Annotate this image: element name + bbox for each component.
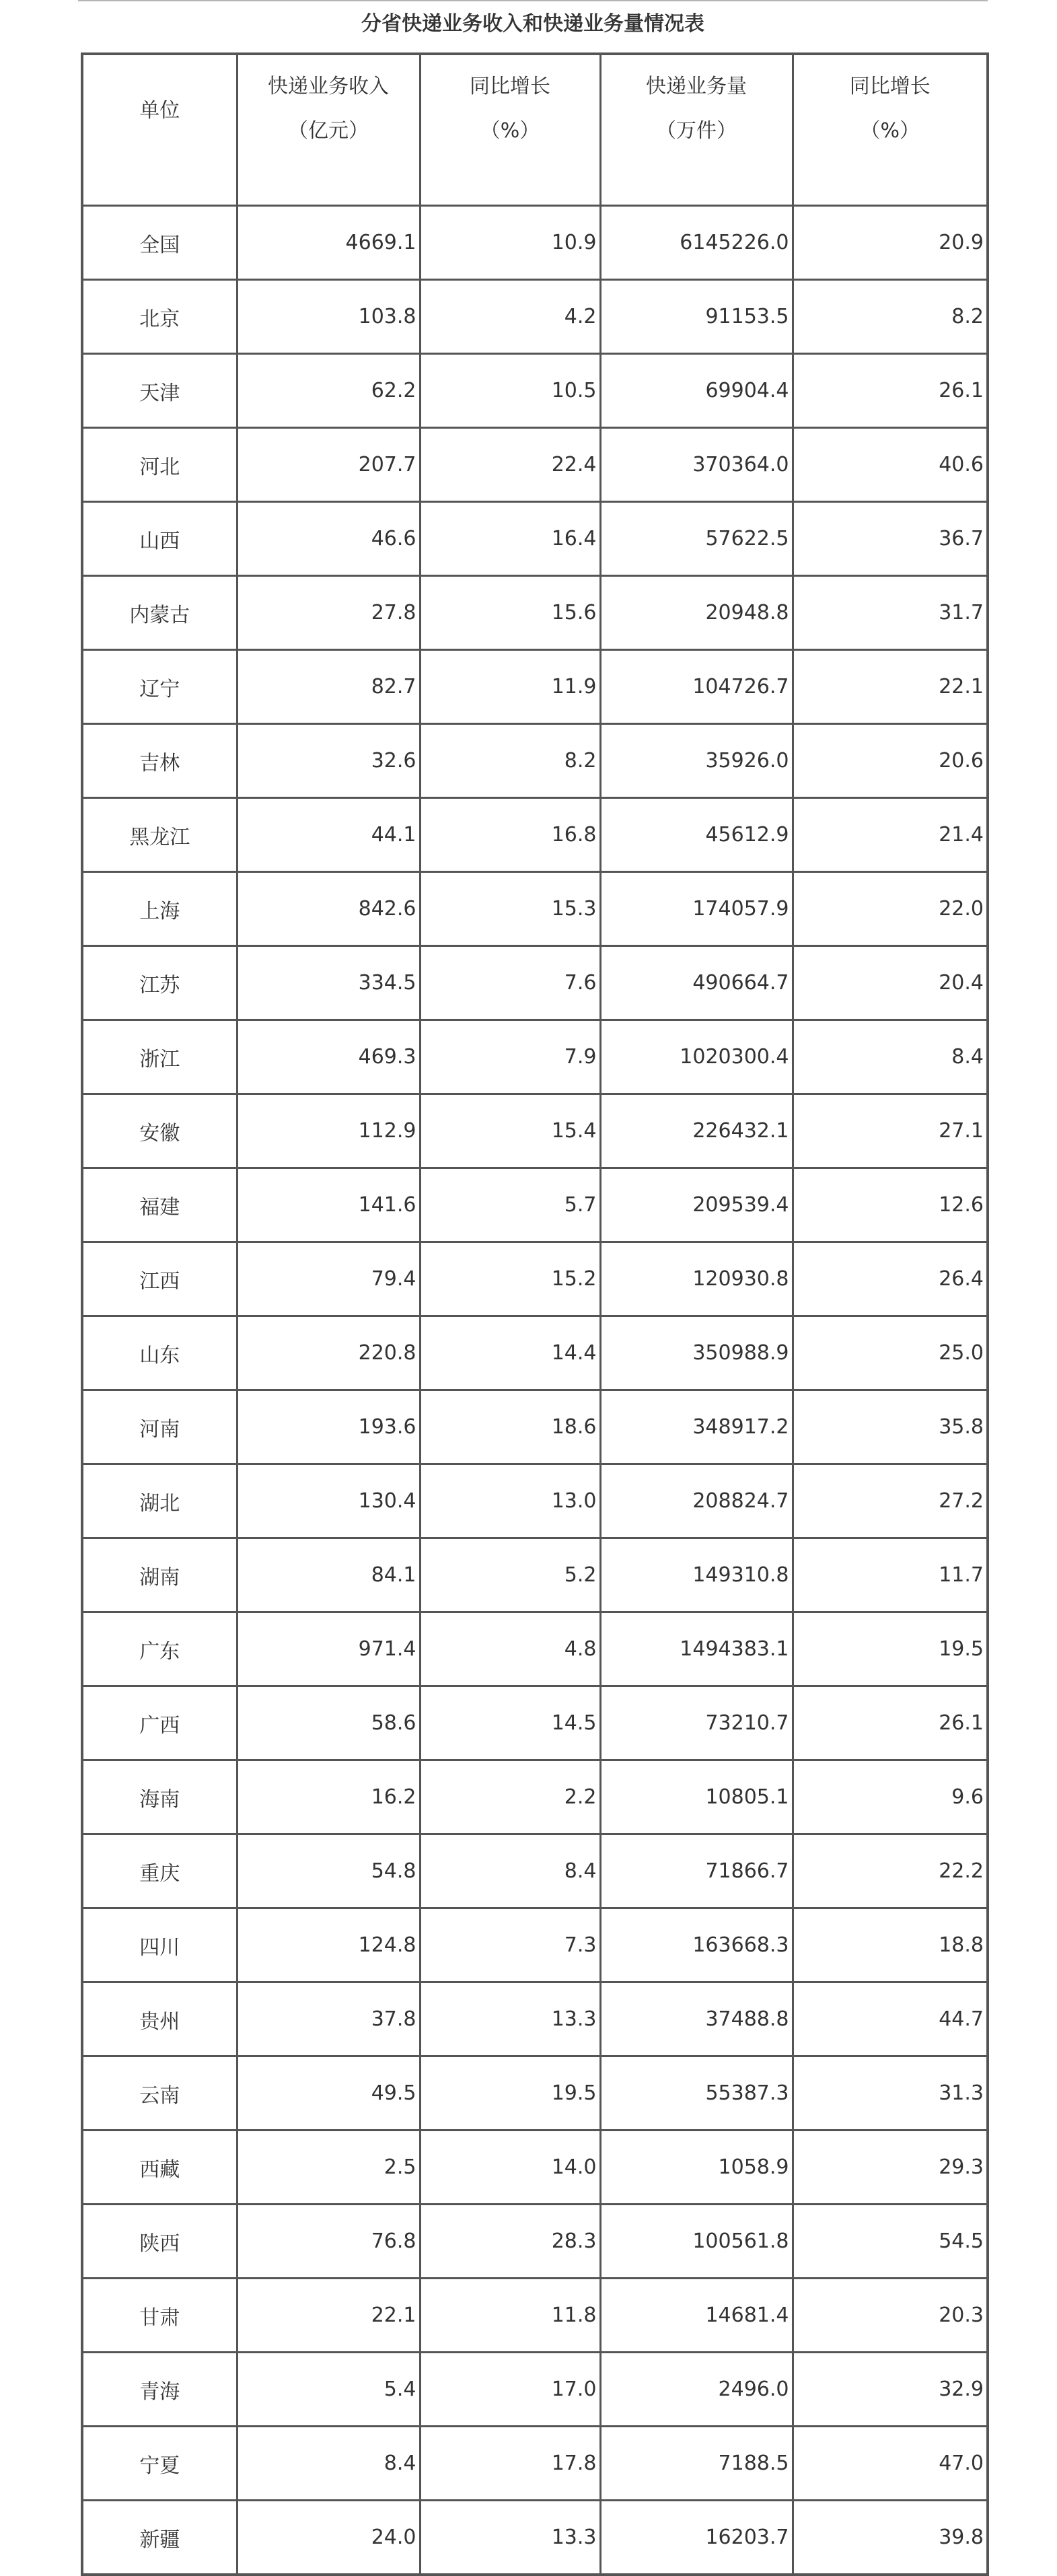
volume-growth-cell: 25.0 [793, 1316, 988, 1390]
volume-cell: 35926.0 [600, 724, 793, 798]
region-cell: 陕西 [82, 2205, 237, 2279]
revenue-cell: 82.7 [237, 650, 420, 724]
revenue-growth-cell: 4.8 [420, 1612, 600, 1686]
table-row [82, 2279, 988, 2353]
region-cell: 河南 [82, 1390, 237, 1464]
volume-cell: 209539.4 [600, 1168, 793, 1242]
revenue-cell: 27.8 [237, 576, 420, 650]
table-row [82, 1390, 988, 1464]
volume-growth-cell: 11.7 [793, 1538, 988, 1612]
volume-growth-cell: 47.0 [793, 2427, 988, 2501]
revenue-cell: 469.3 [237, 1020, 420, 1094]
revenue-cell: 58.6 [237, 1686, 420, 1760]
region-cell: 海南 [82, 1760, 237, 1834]
region-cell: 山东 [82, 1316, 237, 1390]
revenue-cell: 84.1 [237, 1538, 420, 1612]
revenue-growth-cell: 15.4 [420, 1094, 600, 1168]
volume-cell: 163668.3 [600, 1908, 793, 1982]
table-row [82, 2056, 988, 2131]
revenue-growth-cell: 28.3 [420, 2205, 600, 2279]
table-row [82, 1242, 988, 1316]
header-revenue [237, 54, 420, 206]
volume-growth-cell: 8.2 [793, 280, 988, 354]
region-cell: 河北 [82, 428, 237, 502]
revenue-growth-cell: 13.0 [420, 1464, 600, 1538]
volume-growth-cell: 36.7 [793, 502, 988, 576]
header-volume-unit: （万件） [656, 119, 737, 143]
volume-cell: 2496.0 [600, 2353, 793, 2427]
header-revenue-unit: （亿元） [288, 119, 369, 143]
table-row [82, 2131, 988, 2205]
volume-growth-cell: 29.3 [793, 2131, 988, 2205]
header-volume-growth-unit: （%） [860, 119, 920, 143]
header-row [82, 54, 988, 206]
revenue-cell: 44.1 [237, 798, 420, 872]
volume-cell: 16203.7 [600, 2501, 793, 2575]
volume-growth-cell: 31.3 [793, 2056, 988, 2131]
region-cell: 云南 [82, 2056, 237, 2131]
revenue-cell: 971.4 [237, 1612, 420, 1686]
revenue-growth-cell: 19.5 [420, 2056, 600, 2131]
table-row [82, 1982, 988, 2056]
region-cell: 新疆 [82, 2501, 237, 2575]
volume-growth-cell: 19.5 [793, 1612, 988, 1686]
revenue-cell: 193.6 [237, 1390, 420, 1464]
volume-cell: 71866.7 [600, 1834, 793, 1908]
revenue-growth-cell: 4.2 [420, 280, 600, 354]
revenue-growth-cell: 14.4 [420, 1316, 600, 1390]
volume-cell: 14681.4 [600, 2279, 793, 2353]
revenue-growth-cell: 2.2 [420, 1760, 600, 1834]
region-cell: 北京 [82, 280, 237, 354]
region-cell: 贵州 [82, 1982, 237, 2056]
revenue-cell: 141.6 [237, 1168, 420, 1242]
volume-growth-cell: 39.8 [793, 2501, 988, 2575]
revenue-growth-cell: 13.3 [420, 2501, 600, 2575]
region-cell: 青海 [82, 2353, 237, 2427]
table-row [82, 650, 988, 724]
region-cell: 湖北 [82, 1464, 237, 1538]
revenue-cell: 16.2 [237, 1760, 420, 1834]
revenue-growth-cell: 7.3 [420, 1908, 600, 1982]
revenue-growth-cell: 8.2 [420, 724, 600, 798]
revenue-growth-cell: 5.7 [420, 1168, 600, 1242]
volume-growth-cell: 44.7 [793, 1982, 988, 2056]
volume-growth-cell: 18.8 [793, 1908, 988, 1982]
region-cell: 浙江 [82, 1020, 237, 1094]
volume-growth-cell: 31.7 [793, 576, 988, 650]
table-row [82, 1760, 988, 1834]
region-cell: 天津 [82, 354, 237, 428]
volume-cell: 1058.9 [600, 2131, 793, 2205]
revenue-cell: 32.6 [237, 724, 420, 798]
region-cell: 福建 [82, 1168, 237, 1242]
table-row [82, 428, 988, 502]
volume-growth-cell: 8.4 [793, 1020, 988, 1094]
region-cell: 湖南 [82, 1538, 237, 1612]
table-row [82, 354, 988, 428]
revenue-growth-cell: 15.2 [420, 1242, 600, 1316]
region-cell: 全国 [82, 206, 237, 280]
revenue-cell: 334.5 [237, 946, 420, 1020]
header-revenue-growth-label: 同比增长 [470, 75, 550, 98]
revenue-growth-cell: 7.6 [420, 946, 600, 1020]
volume-growth-cell: 22.1 [793, 650, 988, 724]
header-revenue-growth [420, 54, 600, 206]
revenue-cell: 24.0 [237, 2501, 420, 2575]
revenue-growth-cell: 10.5 [420, 354, 600, 428]
revenue-growth-cell: 16.8 [420, 798, 600, 872]
table-row [82, 1464, 988, 1538]
table-row [82, 724, 988, 798]
revenue-cell: 130.4 [237, 1464, 420, 1538]
volume-cell: 350988.9 [600, 1316, 793, 1390]
table-row [82, 2501, 988, 2575]
table-row [82, 2353, 988, 2427]
revenue-cell: 49.5 [237, 2056, 420, 2131]
region-cell: 江苏 [82, 946, 237, 1020]
revenue-cell: 54.8 [237, 1834, 420, 1908]
volume-growth-cell: 22.2 [793, 1834, 988, 1908]
revenue-cell: 46.6 [237, 502, 420, 576]
region-cell: 黑龙江 [82, 798, 237, 872]
volume-cell: 348917.2 [600, 1390, 793, 1464]
revenue-growth-cell: 10.9 [420, 206, 600, 280]
volume-cell: 57622.5 [600, 502, 793, 576]
table-body [82, 206, 988, 2575]
volume-growth-cell: 32.9 [793, 2353, 988, 2427]
volume-growth-cell: 20.3 [793, 2279, 988, 2353]
volume-cell: 37488.8 [600, 1982, 793, 2056]
revenue-cell: 79.4 [237, 1242, 420, 1316]
table-row [82, 206, 988, 280]
volume-cell: 91153.5 [600, 280, 793, 354]
volume-cell: 73210.7 [600, 1686, 793, 1760]
table-header [82, 54, 988, 206]
volume-cell: 120930.8 [600, 1242, 793, 1316]
table-row [82, 1538, 988, 1612]
table-row [82, 1612, 988, 1686]
volume-cell: 370364.0 [600, 428, 793, 502]
volume-growth-cell: 27.2 [793, 1464, 988, 1538]
table-row [82, 1020, 988, 1094]
table-row [82, 1686, 988, 1760]
revenue-cell: 4669.1 [237, 206, 420, 280]
region-cell: 江西 [82, 1242, 237, 1316]
header-unit-label: 单位 [139, 99, 180, 122]
revenue-growth-cell: 15.6 [420, 576, 600, 650]
table-row [82, 576, 988, 650]
revenue-growth-cell: 22.4 [420, 428, 600, 502]
volume-cell: 6145226.0 [600, 206, 793, 280]
volume-cell: 69904.4 [600, 354, 793, 428]
volume-growth-cell: 22.0 [793, 872, 988, 946]
header-revenue-growth-unit: （%） [480, 119, 540, 143]
revenue-growth-cell: 14.5 [420, 1686, 600, 1760]
volume-cell: 104726.7 [600, 650, 793, 724]
revenue-growth-cell: 11.9 [420, 650, 600, 724]
table-row [82, 2427, 988, 2501]
region-cell: 内蒙古 [82, 576, 237, 650]
table-row [82, 2205, 988, 2279]
volume-cell: 7188.5 [600, 2427, 793, 2501]
volume-cell: 490664.7 [600, 946, 793, 1020]
volume-growth-cell: 20.9 [793, 206, 988, 280]
revenue-cell: 220.8 [237, 1316, 420, 1390]
region-cell: 上海 [82, 872, 237, 946]
table-row [82, 280, 988, 354]
revenue-cell: 842.6 [237, 872, 420, 946]
volume-cell: 100561.8 [600, 2205, 793, 2279]
region-cell: 西藏 [82, 2131, 237, 2205]
volume-growth-cell: 20.4 [793, 946, 988, 1020]
volume-cell: 20948.8 [600, 576, 793, 650]
revenue-growth-cell: 16.4 [420, 502, 600, 576]
revenue-cell: 8.4 [237, 2427, 420, 2501]
header-volume [600, 54, 793, 206]
revenue-growth-cell: 8.4 [420, 1834, 600, 1908]
revenue-cell: 76.8 [237, 2205, 420, 2279]
revenue-cell: 2.5 [237, 2131, 420, 2205]
header-volume-label: 快递业务量 [646, 75, 747, 98]
revenue-growth-cell: 5.2 [420, 1538, 600, 1612]
header-volume-growth [793, 54, 988, 206]
revenue-growth-cell: 18.6 [420, 1390, 600, 1464]
volume-cell: 208824.7 [600, 1464, 793, 1538]
volume-cell: 174057.9 [600, 872, 793, 946]
region-cell: 四川 [82, 1908, 237, 1982]
volume-growth-cell: 12.6 [793, 1168, 988, 1242]
header-volume-growth-label: 同比增长 [849, 75, 931, 98]
region-cell: 山西 [82, 502, 237, 576]
volume-growth-cell: 20.6 [793, 724, 988, 798]
revenue-growth-cell: 17.8 [420, 2427, 600, 2501]
volume-growth-cell: 9.6 [793, 1760, 988, 1834]
volume-growth-cell: 26.4 [793, 1242, 988, 1316]
volume-cell: 149310.8 [600, 1538, 793, 1612]
revenue-growth-cell: 13.3 [420, 1982, 600, 2056]
table-row [82, 1168, 988, 1242]
revenue-cell: 124.8 [237, 1908, 420, 1982]
revenue-cell: 22.1 [237, 2279, 420, 2353]
region-cell: 广东 [82, 1612, 237, 1686]
volume-growth-cell: 26.1 [793, 1686, 988, 1760]
volume-growth-cell: 27.1 [793, 1094, 988, 1168]
top-divider [78, 0, 988, 1]
table-row [82, 1094, 988, 1168]
header-revenue-label: 快递业务收入 [268, 75, 389, 98]
volume-growth-cell: 35.8 [793, 1390, 988, 1464]
revenue-cell: 103.8 [237, 280, 420, 354]
volume-growth-cell: 54.5 [793, 2205, 988, 2279]
header-unit [82, 54, 237, 206]
volume-cell: 10805.1 [600, 1760, 793, 1834]
region-cell: 吉林 [82, 724, 237, 798]
revenue-cell: 37.8 [237, 1982, 420, 2056]
revenue-growth-cell: 17.0 [420, 2353, 600, 2427]
volume-cell: 45612.9 [600, 798, 793, 872]
revenue-growth-cell: 15.3 [420, 872, 600, 946]
table-row [82, 1908, 988, 1982]
region-cell: 重庆 [82, 1834, 237, 1908]
table-row [82, 1316, 988, 1390]
table-title: 分省快递业务收入和快递业务量情况表 [361, 12, 704, 36]
volume-growth-cell: 40.6 [793, 428, 988, 502]
region-cell: 广西 [82, 1686, 237, 1760]
table-row [82, 872, 988, 946]
table-row [82, 798, 988, 872]
table-row [82, 946, 988, 1020]
table-row [82, 1834, 988, 1908]
express-data-table [81, 52, 989, 2576]
revenue-growth-cell: 11.8 [420, 2279, 600, 2353]
revenue-cell: 5.4 [237, 2353, 420, 2427]
revenue-growth-cell: 14.0 [420, 2131, 600, 2205]
volume-growth-cell: 21.4 [793, 798, 988, 872]
volume-cell: 226432.1 [600, 1094, 793, 1168]
region-cell: 辽宁 [82, 650, 237, 724]
revenue-growth-cell: 7.9 [420, 1020, 600, 1094]
volume-cell: 1020300.4 [600, 1020, 793, 1094]
revenue-cell: 62.2 [237, 354, 420, 428]
volume-cell: 55387.3 [600, 2056, 793, 2131]
region-cell: 宁夏 [82, 2427, 237, 2501]
revenue-cell: 207.7 [237, 428, 420, 502]
revenue-cell: 112.9 [237, 1094, 420, 1168]
volume-growth-cell: 26.1 [793, 354, 988, 428]
volume-cell: 1494383.1 [600, 1612, 793, 1686]
table-row [82, 502, 988, 576]
region-cell: 甘肃 [82, 2279, 237, 2353]
region-cell: 安徽 [82, 1094, 237, 1168]
